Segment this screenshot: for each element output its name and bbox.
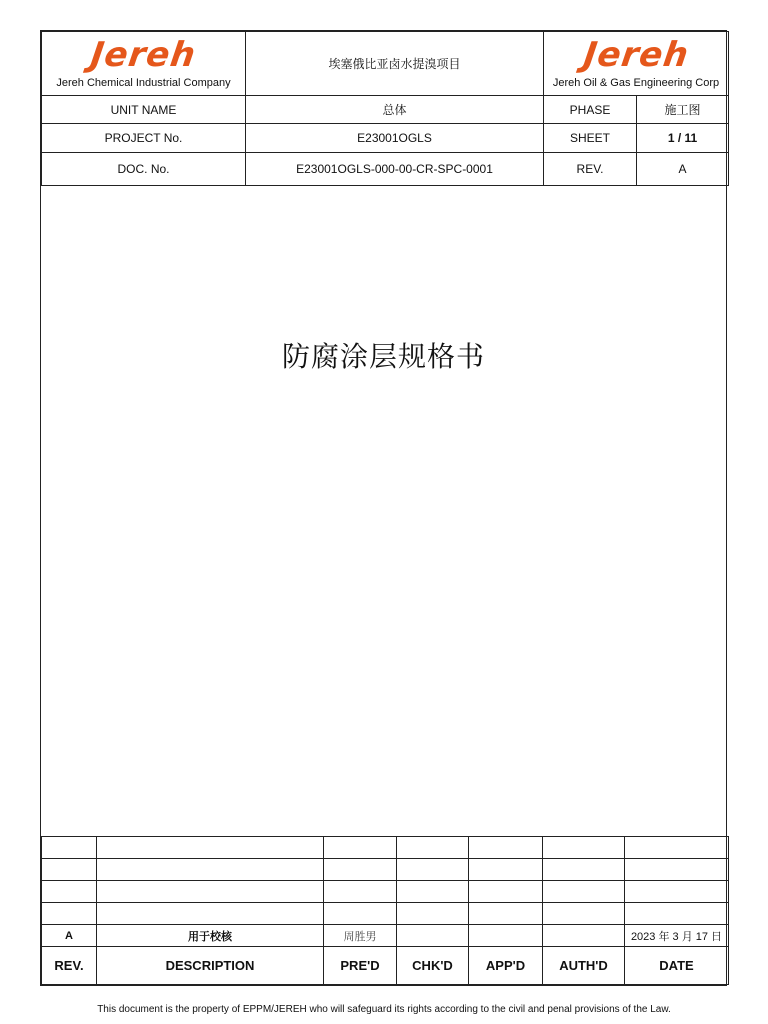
jereh-logo-left: Jereh (88, 35, 199, 75)
col-rev: REV. (42, 947, 97, 985)
revision-approved-by (469, 925, 543, 947)
rev-value: A (637, 153, 729, 186)
revision-row-empty (42, 859, 729, 881)
unit-name-value: 总体 (246, 96, 544, 124)
revision-prepared-by: 周胜男 (324, 925, 397, 947)
revision-row-empty (42, 837, 729, 859)
revision-row-empty (42, 881, 729, 903)
rev-label: REV. (544, 153, 637, 186)
sheet-value: 1 / 11 (637, 124, 729, 153)
title-block (41, 31, 729, 186)
project-name: 埃塞俄比亚卤水提溴项目 (246, 32, 544, 96)
jereh-logo-right: Jereh (580, 35, 692, 75)
phase-label: PHASE (544, 96, 637, 124)
revision-description: 用于校核 (97, 925, 324, 947)
col-authorized: AUTH'D (543, 947, 625, 985)
col-prepared: PRE'D (324, 947, 397, 985)
revision-code: A (42, 925, 97, 947)
doc-no-label: DOC. No. (42, 153, 246, 186)
phase-value: 施工图 (637, 96, 729, 124)
project-no-value: E23001OGLS (246, 124, 544, 153)
revision-date: 2023 年 3 月 17 日 (625, 925, 729, 947)
left-logo-cell (42, 32, 246, 96)
revision-checked-by (397, 925, 469, 947)
unit-name-label: UNIT NAME (42, 96, 246, 124)
sheet-label: SHEET (544, 124, 637, 153)
project-no-label: PROJECT No. (42, 124, 246, 153)
revision-row-empty (42, 903, 729, 925)
property-notice: This document is the property of EPPM/JEREH who will safeguard its rights according to the civil and penal provisions of the Law. (97, 1004, 671, 1015)
revision-authorized-by (543, 925, 625, 947)
revision-header-row (42, 947, 729, 985)
doc-no-value: E23001OGLS-000-00-CR-SPC-0001 (246, 153, 544, 186)
col-approved: APP'D (469, 947, 543, 985)
col-checked: CHK'D (397, 947, 469, 985)
revision-row-a (42, 925, 729, 947)
revision-table (41, 836, 729, 985)
document-title: 防腐涂层规格书 (281, 340, 485, 373)
col-date: DATE (625, 947, 729, 985)
left-company-name: Jereh Chemical Industrial Company (56, 77, 231, 89)
right-company-name: Jereh Oil & Gas Engineering Corp (552, 77, 720, 89)
right-logo-cell (544, 32, 729, 96)
document-frame (40, 30, 727, 986)
col-description: DESCRIPTION (97, 947, 324, 985)
